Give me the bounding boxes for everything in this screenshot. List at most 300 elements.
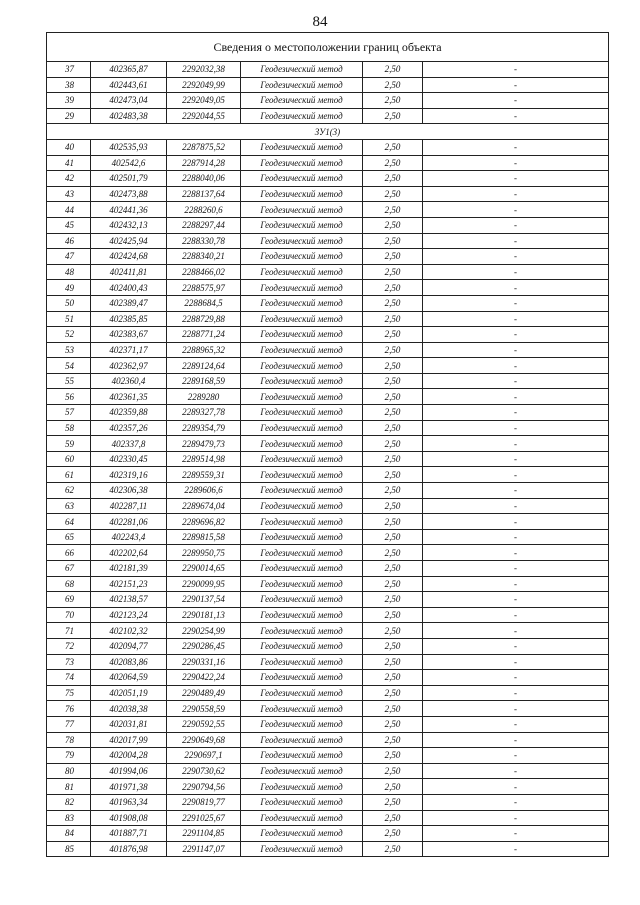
method-cell: Геодезический метод — [241, 186, 363, 202]
x-coordinate-cell: 402385,85 — [91, 311, 167, 327]
y-coordinate-cell: 2290794,56 — [167, 779, 241, 795]
y-coordinate-cell: 2289327,78 — [167, 405, 241, 421]
point-number-cell: 60 — [47, 451, 91, 467]
y-coordinate-cell: 2290730,62 — [167, 763, 241, 779]
point-number-cell: 50 — [47, 295, 91, 311]
y-coordinate-cell: 2290014,65 — [167, 561, 241, 577]
accuracy-cell: 2,50 — [363, 327, 423, 343]
point-number-cell: 73 — [47, 654, 91, 670]
accuracy-cell: 2,50 — [363, 732, 423, 748]
table-row — [47, 436, 609, 452]
point-number-cell: 70 — [47, 607, 91, 623]
table-row — [47, 576, 609, 592]
y-coordinate-cell: 2288729,88 — [167, 311, 241, 327]
point-number-cell: 65 — [47, 529, 91, 545]
method-cell: Геодезический метод — [241, 233, 363, 249]
accuracy-cell: 2,50 — [363, 826, 423, 842]
table-row — [47, 779, 609, 795]
accuracy-cell: 2,50 — [363, 62, 423, 78]
method-cell: Геодезический метод — [241, 249, 363, 265]
y-coordinate-cell: 2290592,55 — [167, 716, 241, 732]
accuracy-cell: 2,50 — [363, 295, 423, 311]
accuracy-cell: 2,50 — [363, 186, 423, 202]
accuracy-cell: 2,50 — [363, 233, 423, 249]
accuracy-cell: 2,50 — [363, 810, 423, 826]
table-row — [47, 701, 609, 717]
x-coordinate-cell: 402400,43 — [91, 280, 167, 296]
y-coordinate-cell: 2288684,5 — [167, 295, 241, 311]
method-cell: Геодезический метод — [241, 498, 363, 514]
x-coordinate-cell: 402243,4 — [91, 529, 167, 545]
method-cell: Геодезический метод — [241, 826, 363, 842]
note-cell: - — [423, 483, 609, 499]
accuracy-cell: 2,50 — [363, 685, 423, 701]
note-cell: - — [423, 607, 609, 623]
y-coordinate-cell: 2292044,55 — [167, 108, 241, 124]
accuracy-cell: 2,50 — [363, 373, 423, 389]
table-row — [47, 451, 609, 467]
point-number-cell: 58 — [47, 420, 91, 436]
y-coordinate-cell: 2288137,64 — [167, 186, 241, 202]
point-number-cell: 55 — [47, 373, 91, 389]
note-cell: - — [423, 732, 609, 748]
y-coordinate-cell: 2289514,98 — [167, 451, 241, 467]
note-cell: - — [423, 202, 609, 218]
y-coordinate-cell: 2288330,78 — [167, 233, 241, 249]
table-title: Сведения о местоположении границ объекта — [47, 33, 609, 62]
y-coordinate-cell: 2287875,52 — [167, 139, 241, 155]
table-row — [47, 420, 609, 436]
y-coordinate-cell: 2290819,77 — [167, 794, 241, 810]
note-cell: - — [423, 467, 609, 483]
method-cell: Геодезический метод — [241, 420, 363, 436]
accuracy-cell: 2,50 — [363, 436, 423, 452]
x-coordinate-cell: 402181,39 — [91, 561, 167, 577]
method-cell: Геодезический метод — [241, 62, 363, 78]
y-coordinate-cell: 2289124,64 — [167, 358, 241, 374]
method-cell: Геодезический метод — [241, 810, 363, 826]
table-row — [47, 685, 609, 701]
method-cell: Геодезический метод — [241, 623, 363, 639]
note-cell: - — [423, 592, 609, 608]
accuracy-cell: 2,50 — [363, 670, 423, 686]
x-coordinate-cell: 402138,57 — [91, 592, 167, 608]
table-row — [47, 794, 609, 810]
table-row — [47, 171, 609, 187]
y-coordinate-cell: 2290558,59 — [167, 701, 241, 717]
method-cell: Геодезический метод — [241, 654, 363, 670]
y-coordinate-cell: 2290331,16 — [167, 654, 241, 670]
note-cell: - — [423, 748, 609, 764]
point-number-cell: 79 — [47, 748, 91, 764]
accuracy-cell: 2,50 — [363, 561, 423, 577]
method-cell: Геодезический метод — [241, 311, 363, 327]
x-coordinate-cell: 402281,06 — [91, 514, 167, 530]
y-coordinate-cell: 2288297,44 — [167, 217, 241, 233]
note-cell: - — [423, 249, 609, 265]
method-cell: Геодезический метод — [241, 108, 363, 124]
table-row — [47, 670, 609, 686]
note-cell: - — [423, 685, 609, 701]
y-coordinate-cell: 2290286,45 — [167, 638, 241, 654]
note-cell: - — [423, 62, 609, 78]
point-number-cell: 62 — [47, 483, 91, 499]
table-row — [47, 139, 609, 155]
x-coordinate-cell: 402038,38 — [91, 701, 167, 717]
note-cell: - — [423, 155, 609, 171]
y-coordinate-cell: 2287914,28 — [167, 155, 241, 171]
note-cell: - — [423, 841, 609, 857]
table-row — [47, 716, 609, 732]
point-number-cell: 37 — [47, 62, 91, 78]
x-coordinate-cell: 402501,79 — [91, 171, 167, 187]
table-row — [47, 841, 609, 857]
method-cell: Геодезический метод — [241, 93, 363, 109]
table-row — [47, 638, 609, 654]
y-coordinate-cell: 2288260,6 — [167, 202, 241, 218]
point-number-cell: 45 — [47, 217, 91, 233]
table-row — [47, 826, 609, 842]
method-cell: Геодезический метод — [241, 576, 363, 592]
y-coordinate-cell: 2289559,31 — [167, 467, 241, 483]
method-cell: Геодезический метод — [241, 217, 363, 233]
y-coordinate-cell: 2288965,32 — [167, 342, 241, 358]
note-cell: - — [423, 420, 609, 436]
method-cell: Геодезический метод — [241, 264, 363, 280]
point-number-cell: 57 — [47, 405, 91, 421]
y-coordinate-cell: 2289696,82 — [167, 514, 241, 530]
accuracy-cell: 2,50 — [363, 654, 423, 670]
y-coordinate-cell: 2288466,02 — [167, 264, 241, 280]
table-row — [47, 249, 609, 265]
accuracy-cell: 2,50 — [363, 171, 423, 187]
accuracy-cell: 2,50 — [363, 779, 423, 795]
method-cell: Геодезический метод — [241, 139, 363, 155]
y-coordinate-cell: 2291025,67 — [167, 810, 241, 826]
point-number-cell: 42 — [47, 171, 91, 187]
y-coordinate-cell: 2288575,97 — [167, 280, 241, 296]
method-cell: Геодезический метод — [241, 77, 363, 93]
note-cell: - — [423, 576, 609, 592]
method-cell: Геодезический метод — [241, 171, 363, 187]
accuracy-cell: 2,50 — [363, 311, 423, 327]
table-row — [47, 654, 609, 670]
y-coordinate-cell: 2290697,1 — [167, 748, 241, 764]
table-row — [47, 77, 609, 93]
section-row — [47, 124, 609, 140]
note-cell: - — [423, 779, 609, 795]
table-title-row — [47, 33, 609, 62]
y-coordinate-cell: 2290422,24 — [167, 670, 241, 686]
accuracy-cell: 2,50 — [363, 514, 423, 530]
accuracy-cell: 2,50 — [363, 592, 423, 608]
note-cell: - — [423, 623, 609, 639]
table-row — [47, 514, 609, 530]
table-row — [47, 748, 609, 764]
method-cell: Геодезический метод — [241, 358, 363, 374]
accuracy-cell: 2,50 — [363, 264, 423, 280]
point-number-cell: 78 — [47, 732, 91, 748]
point-number-cell: 38 — [47, 77, 91, 93]
note-cell: - — [423, 529, 609, 545]
point-number-cell: 77 — [47, 716, 91, 732]
note-cell: - — [423, 108, 609, 124]
note-cell: - — [423, 358, 609, 374]
note-cell: - — [423, 217, 609, 233]
table-row — [47, 280, 609, 296]
point-number-cell: 54 — [47, 358, 91, 374]
x-coordinate-cell: 401876,98 — [91, 841, 167, 857]
method-cell: Геодезический метод — [241, 701, 363, 717]
point-number-cell: 63 — [47, 498, 91, 514]
note-cell: - — [423, 498, 609, 514]
note-cell: - — [423, 139, 609, 155]
y-coordinate-cell: 2288040,06 — [167, 171, 241, 187]
x-coordinate-cell: 402051,19 — [91, 685, 167, 701]
point-number-cell: 64 — [47, 514, 91, 530]
note-cell: - — [423, 436, 609, 452]
point-number-cell: 66 — [47, 545, 91, 561]
y-coordinate-cell: 2289815,58 — [167, 529, 241, 545]
accuracy-cell: 2,50 — [363, 405, 423, 421]
accuracy-cell: 2,50 — [363, 93, 423, 109]
accuracy-cell: 2,50 — [363, 716, 423, 732]
accuracy-cell: 2,50 — [363, 108, 423, 124]
table-row — [47, 108, 609, 124]
x-coordinate-cell: 402473,04 — [91, 93, 167, 109]
accuracy-cell: 2,50 — [363, 701, 423, 717]
x-coordinate-cell: 402094,77 — [91, 638, 167, 654]
x-coordinate-cell: 402064,59 — [91, 670, 167, 686]
point-number-cell: 56 — [47, 389, 91, 405]
x-coordinate-cell: 401908,08 — [91, 810, 167, 826]
table-row — [47, 389, 609, 405]
method-cell: Геодезический метод — [241, 841, 363, 857]
table-row — [47, 202, 609, 218]
y-coordinate-cell: 2292049,99 — [167, 77, 241, 93]
accuracy-cell: 2,50 — [363, 623, 423, 639]
y-coordinate-cell: 2290181,13 — [167, 607, 241, 623]
point-number-cell: 49 — [47, 280, 91, 296]
accuracy-cell: 2,50 — [363, 529, 423, 545]
accuracy-cell: 2,50 — [363, 451, 423, 467]
y-coordinate-cell: 2289280 — [167, 389, 241, 405]
method-cell: Геодезический метод — [241, 763, 363, 779]
table-row — [47, 561, 609, 577]
point-number-cell: 74 — [47, 670, 91, 686]
point-number-cell: 46 — [47, 233, 91, 249]
x-coordinate-cell: 402443,61 — [91, 77, 167, 93]
note-cell: - — [423, 311, 609, 327]
note-cell: - — [423, 77, 609, 93]
table-row — [47, 467, 609, 483]
y-coordinate-cell: 2290137,54 — [167, 592, 241, 608]
y-coordinate-cell: 2292032,38 — [167, 62, 241, 78]
accuracy-cell: 2,50 — [363, 576, 423, 592]
page-number: 84 — [312, 14, 328, 30]
table-row — [47, 373, 609, 389]
table-row — [47, 327, 609, 343]
method-cell: Геодезический метод — [241, 592, 363, 608]
x-coordinate-cell: 402542,6 — [91, 155, 167, 171]
point-number-cell: 81 — [47, 779, 91, 795]
y-coordinate-cell: 2289168,59 — [167, 373, 241, 389]
method-cell: Геодезический метод — [241, 155, 363, 171]
accuracy-cell: 2,50 — [363, 545, 423, 561]
x-coordinate-cell: 402031,81 — [91, 716, 167, 732]
method-cell: Геодезический метод — [241, 748, 363, 764]
point-number-cell: 44 — [47, 202, 91, 218]
y-coordinate-cell: 2290649,68 — [167, 732, 241, 748]
accuracy-cell: 2,50 — [363, 483, 423, 499]
point-number-cell: 59 — [47, 436, 91, 452]
x-coordinate-cell: 402424,68 — [91, 249, 167, 265]
note-cell: - — [423, 654, 609, 670]
point-number-cell: 85 — [47, 841, 91, 857]
table-row — [47, 763, 609, 779]
table-row — [47, 483, 609, 499]
x-coordinate-cell: 402004,28 — [91, 748, 167, 764]
method-cell: Геодезический метод — [241, 561, 363, 577]
table-row — [47, 264, 609, 280]
note-cell: - — [423, 794, 609, 810]
y-coordinate-cell: 2289354,79 — [167, 420, 241, 436]
y-coordinate-cell: 2289479,73 — [167, 436, 241, 452]
y-coordinate-cell: 2292049,05 — [167, 93, 241, 109]
method-cell: Геодезический метод — [241, 607, 363, 623]
table-row — [47, 405, 609, 421]
table-row — [47, 311, 609, 327]
accuracy-cell: 2,50 — [363, 794, 423, 810]
table-row — [47, 592, 609, 608]
table-row — [47, 342, 609, 358]
x-coordinate-cell: 402389,47 — [91, 295, 167, 311]
method-cell: Геодезический метод — [241, 638, 363, 654]
x-coordinate-cell: 402151,23 — [91, 576, 167, 592]
point-number-cell: 82 — [47, 794, 91, 810]
table-row — [47, 295, 609, 311]
x-coordinate-cell: 402202,64 — [91, 545, 167, 561]
y-coordinate-cell: 2290254,99 — [167, 623, 241, 639]
table-row — [47, 498, 609, 514]
point-number-cell: 48 — [47, 264, 91, 280]
y-coordinate-cell: 2290489,49 — [167, 685, 241, 701]
x-coordinate-cell: 402337,8 — [91, 436, 167, 452]
y-coordinate-cell: 2289950,75 — [167, 545, 241, 561]
x-coordinate-cell: 402535,93 — [91, 139, 167, 155]
point-number-cell: 40 — [47, 139, 91, 155]
method-cell: Геодезический метод — [241, 373, 363, 389]
accuracy-cell: 2,50 — [363, 748, 423, 764]
table-row — [47, 186, 609, 202]
table-row — [47, 155, 609, 171]
x-coordinate-cell: 402360,4 — [91, 373, 167, 389]
note-cell: - — [423, 405, 609, 421]
point-number-cell: 52 — [47, 327, 91, 343]
point-number-cell: 72 — [47, 638, 91, 654]
method-cell: Геодезический метод — [241, 514, 363, 530]
note-cell: - — [423, 373, 609, 389]
method-cell: Геодезический метод — [241, 467, 363, 483]
x-coordinate-cell: 401971,38 — [91, 779, 167, 795]
y-coordinate-cell: 2291104,85 — [167, 826, 241, 842]
y-coordinate-cell: 2288771,24 — [167, 327, 241, 343]
method-cell: Геодезический метод — [241, 545, 363, 561]
table-row — [47, 732, 609, 748]
x-coordinate-cell: 402359,88 — [91, 405, 167, 421]
y-coordinate-cell: 2288340,21 — [167, 249, 241, 265]
table-row — [47, 93, 609, 109]
y-coordinate-cell: 2291147,07 — [167, 841, 241, 857]
accuracy-cell: 2,50 — [363, 249, 423, 265]
accuracy-cell: 2,50 — [363, 139, 423, 155]
method-cell: Геодезический метод — [241, 529, 363, 545]
x-coordinate-cell: 402102,32 — [91, 623, 167, 639]
note-cell: - — [423, 295, 609, 311]
note-cell: - — [423, 327, 609, 343]
x-coordinate-cell: 402371,17 — [91, 342, 167, 358]
accuracy-cell: 2,50 — [363, 420, 423, 436]
method-cell: Геодезический метод — [241, 685, 363, 701]
table-row — [47, 607, 609, 623]
note-cell: - — [423, 763, 609, 779]
method-cell: Геодезический метод — [241, 794, 363, 810]
x-coordinate-cell: 402123,24 — [91, 607, 167, 623]
point-number-cell: 39 — [47, 93, 91, 109]
accuracy-cell: 2,50 — [363, 607, 423, 623]
x-coordinate-cell: 402306,38 — [91, 483, 167, 499]
note-cell: - — [423, 451, 609, 467]
x-coordinate-cell: 402432,13 — [91, 217, 167, 233]
x-coordinate-cell: 402425,94 — [91, 233, 167, 249]
x-coordinate-cell: 402365,87 — [91, 62, 167, 78]
x-coordinate-cell: 402287,11 — [91, 498, 167, 514]
table-row — [47, 62, 609, 78]
method-cell: Геодезический метод — [241, 436, 363, 452]
method-cell: Геодезический метод — [241, 389, 363, 405]
y-coordinate-cell: 2290099,95 — [167, 576, 241, 592]
note-cell: - — [423, 670, 609, 686]
note-cell: - — [423, 826, 609, 842]
x-coordinate-cell: 402411,81 — [91, 264, 167, 280]
x-coordinate-cell: 402383,67 — [91, 327, 167, 343]
x-coordinate-cell: 402361,35 — [91, 389, 167, 405]
accuracy-cell: 2,50 — [363, 841, 423, 857]
table-row — [47, 529, 609, 545]
note-cell: - — [423, 264, 609, 280]
point-number-cell: 76 — [47, 701, 91, 717]
point-number-cell: 29 — [47, 108, 91, 124]
point-number-cell: 43 — [47, 186, 91, 202]
accuracy-cell: 2,50 — [363, 280, 423, 296]
accuracy-cell: 2,50 — [363, 638, 423, 654]
method-cell: Геодезический метод — [241, 342, 363, 358]
accuracy-cell: 2,50 — [363, 467, 423, 483]
point-number-cell: 41 — [47, 155, 91, 171]
note-cell: - — [423, 186, 609, 202]
point-number-cell: 68 — [47, 576, 91, 592]
x-coordinate-cell: 402362,97 — [91, 358, 167, 374]
method-cell: Геодезический метод — [241, 280, 363, 296]
accuracy-cell: 2,50 — [363, 202, 423, 218]
note-cell: - — [423, 342, 609, 358]
point-number-cell: 53 — [47, 342, 91, 358]
x-coordinate-cell: 402441,36 — [91, 202, 167, 218]
accuracy-cell: 2,50 — [363, 217, 423, 233]
method-cell: Геодезический метод — [241, 295, 363, 311]
note-cell: - — [423, 545, 609, 561]
x-coordinate-cell: 402083,86 — [91, 654, 167, 670]
